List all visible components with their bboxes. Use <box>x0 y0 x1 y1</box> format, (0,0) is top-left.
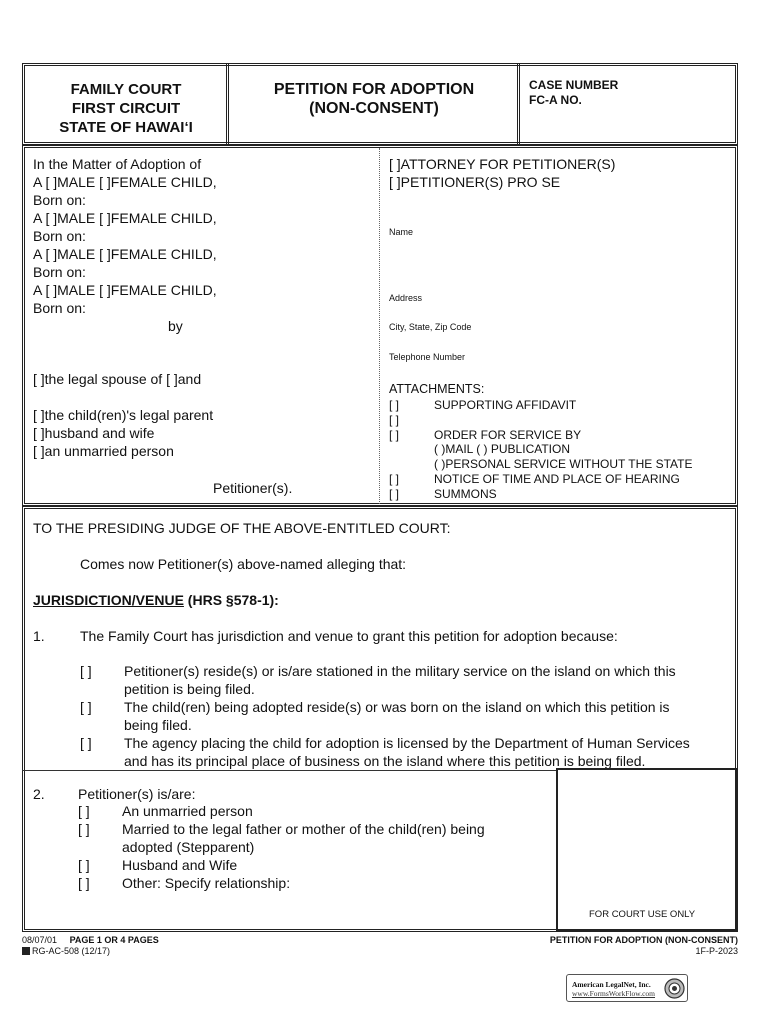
address-label: Address <box>389 293 423 303</box>
header-divider-1 <box>226 63 229 145</box>
attachments-heading: ATTACHMENTS: <box>389 382 485 396</box>
checkbox[interactable]: [ ] <box>389 486 400 501</box>
checkbox[interactable]: [ ] <box>389 427 400 442</box>
globe-icon <box>664 978 685 999</box>
checkbox[interactable]: [ ] <box>80 735 92 751</box>
item-2-number: 2. <box>33 786 45 802</box>
checkbox[interactable]: [ ] <box>78 803 90 819</box>
list-item: [ ] Other: Specify relationship: <box>78 875 291 891</box>
footer-title: PETITION FOR ADOPTION (NON-CONSENT) <box>549 935 738 945</box>
jurisdiction-heading: JURISDICTION/VENUE (HRS §578-1): <box>33 592 279 608</box>
checkbox[interactable]: [ ] <box>389 412 400 427</box>
checkbox[interactable]: [ ] <box>389 471 400 486</box>
attachments-list <box>389 398 734 502</box>
telephone-label: Telephone Number <box>389 352 466 362</box>
attorney-options: [ ]ATTORNEY FOR PETITIONER(S) [ ]PETITIONER(S) PRO SE <box>389 156 616 190</box>
attachment-item: ( )MAIL ( ) PUBLICATION <box>434 442 571 457</box>
parties-block: [ ]the child(ren)'s legal parent [ ]husband and wife [ ]an unmarried person <box>33 407 214 459</box>
court-name: FAMILY COURT FIRST CIRCUIT STATE OF HAWAI‘I <box>59 81 193 136</box>
attachment-item <box>389 413 734 428</box>
item-1-number: 1. <box>33 628 45 644</box>
list-item: [ ] An unmarried person <box>78 803 253 819</box>
list-item: [ ] The agency placing the child for adoption is licensed by the Department of Human Services and has its principal place of business on the island where this petition is being filed. <box>80 735 690 769</box>
list-item: [ ] Husband and Wife <box>78 857 238 873</box>
footer-left <box>22 935 159 957</box>
city-state-zip-label: City, State, Zip Code <box>389 322 472 332</box>
caption-divider <box>379 148 380 504</box>
attachment-item: [ ] ORDER FOR SERVICE BY <box>389 427 582 442</box>
petitioners-label: Petitioner(s). <box>213 480 293 496</box>
item-1-text: The Family Court has jurisdiction and venue to grant this petition for adoption because: <box>80 628 618 644</box>
footer-form-id: RG-AC-508 (12/17) <box>32 946 111 956</box>
list-item: [ ] The child(ren) being adopted reside(s) or was born on the island on which this petition is being filed. <box>80 699 670 733</box>
printer-icon <box>22 947 30 955</box>
list-item: [ ] Petitioner(s) reside(s) or is/are stationed in the military service on the island on which this petition is being filed. <box>80 663 676 697</box>
checkbox[interactable]: [ ] <box>78 857 90 873</box>
item-2-text: Petitioner(s) is/are: <box>78 786 196 802</box>
legalnet-logo <box>566 974 688 1002</box>
intro-line: Comes now Petitioner(s) above-named alleging that: <box>80 556 407 572</box>
case-number: CASE NUMBER FC-A NO. <box>529 78 619 107</box>
checkbox[interactable]: [ ] <box>78 821 90 837</box>
matter-block: In the Matter of Adoption of A [ ]MALE [ ]FEMALE CHILD, Born on: A [ ]MALE [ ]FEMALE CHILD, Born on: A [ ]MALE [ ]FEMALE CHILD, Born on: A [ ]MALE [ ]FEMALE CHILD, Born on: <box>33 156 217 316</box>
item-1-options <box>80 662 730 770</box>
spouse-line: [ ]the legal spouse of [ ]and <box>33 371 202 387</box>
logo-text: American LegalNet, Inc. www.FormsWorkFlow.com <box>572 980 656 998</box>
footer-date: 08/07/01 <box>22 935 58 945</box>
checkbox[interactable]: [ ] <box>80 663 92 679</box>
name-label: Name <box>389 227 414 237</box>
item-separator <box>22 770 557 771</box>
attachment-item: ( )PERSONAL SERVICE WITHOUT THE STATE <box>434 457 693 472</box>
attachment-item: [ ] NOTICE OF TIME AND PLACE OF HEARING <box>389 471 680 486</box>
by-label: by <box>168 318 183 334</box>
item-2-options <box>78 802 548 892</box>
list-item: [ ] Married to the legal father or mother of the child(ren) being adopted (Stepparent) <box>78 821 485 855</box>
checkbox[interactable]: [ ] <box>78 875 90 891</box>
footer-page: PAGE 1 OR 4 PAGES <box>69 935 159 945</box>
attachment-item: [ ] SUMMONS <box>389 486 497 501</box>
form-title: PETITION FOR ADOPTION (NON-CONSENT) <box>273 81 475 117</box>
attachment-item: [ ] SUPPORTING AFFIDAVIT <box>389 398 577 412</box>
checkbox[interactable]: [ ] <box>80 699 92 715</box>
court-use-box <box>556 768 738 932</box>
court-use-label: FOR COURT USE ONLY <box>589 909 696 920</box>
footer-code: 1F-P-2023 <box>695 946 738 956</box>
checkbox[interactable]: [ ] <box>389 398 400 412</box>
salutation: TO THE PRESIDING JUDGE OF THE ABOVE-ENTITLED COURT: <box>33 520 451 536</box>
